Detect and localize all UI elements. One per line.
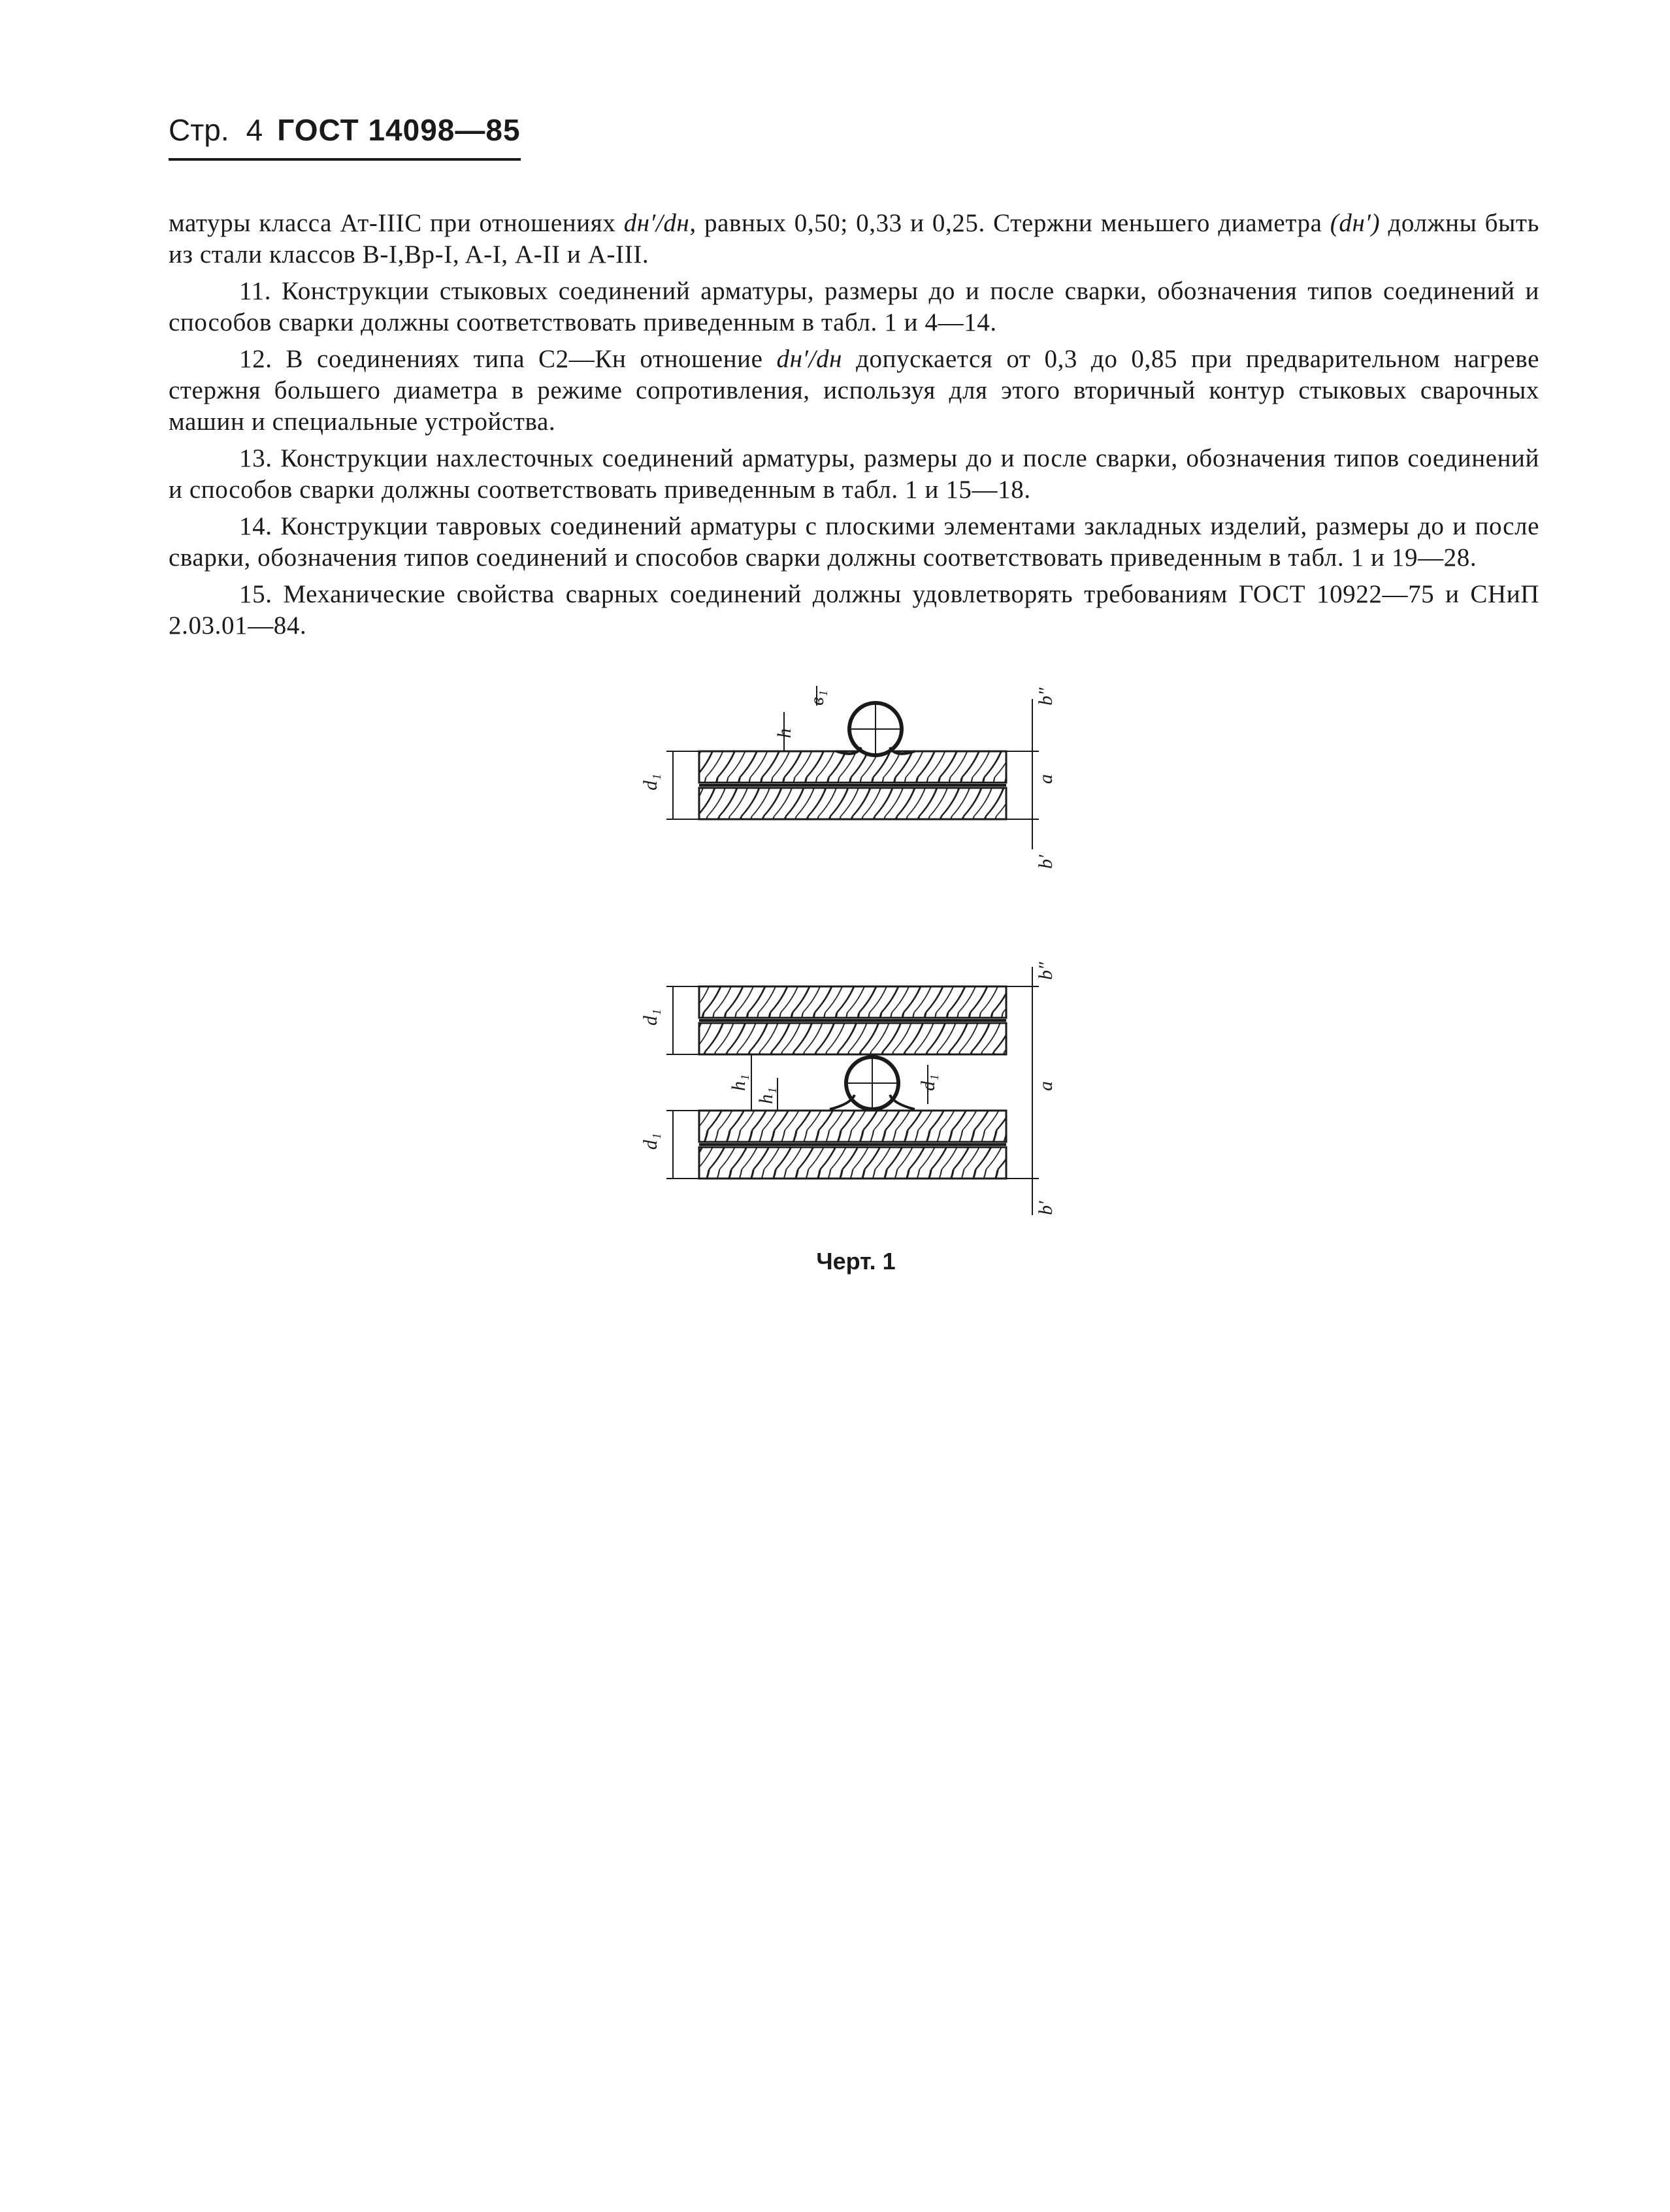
diameter-symbol: (dн′) <box>1330 209 1381 237</box>
upper-bar-bottom <box>699 1023 1006 1054</box>
label-h1-right: h₁ <box>755 1087 777 1104</box>
lower-bar-bottom <box>699 1147 1006 1179</box>
paragraph-13: 13. Конструкции нахлесточных соединений арматуры, размеры до и после сварки, обозначения типов соединений и способов сварки должны соответствовать приведенным в табл. 1 и 15—18. <box>169 444 1539 504</box>
label-b1-upper: в₁ <box>806 690 828 706</box>
bar-top-half <box>699 751 1006 783</box>
label-h-upper: h <box>774 728 795 738</box>
text-run: равных 0,50; 0,33 и 0,25. Стержни меньшего диаметра <box>704 209 1322 237</box>
label-d1-cross: d₁ <box>917 1074 939 1091</box>
label-h1-left: h₁ <box>728 1074 749 1091</box>
label-b-prime-upper: b′ <box>1035 854 1056 869</box>
paragraph-15: 15. Механические свойства сварных соединений должны удовлетворять требованиям ГОСТ 10922—75 и СНиП 2.03.01—84. <box>169 580 1539 640</box>
paragraph-12 <box>169 344 1539 438</box>
label-a-upper: a <box>1035 774 1056 784</box>
label-d1-lower-a: d₁ <box>640 1009 661 1026</box>
figure-caption: Черт. 1 <box>816 1248 896 1275</box>
label-a-lower: a <box>1035 1081 1056 1091</box>
text-run: 12. В соединениях типа С2—Кн отношение <box>239 345 763 373</box>
text-run: матуры класса Ат-IIIС при отношениях <box>169 209 616 237</box>
bar-bottom-half <box>699 788 1006 819</box>
paragraph-14: 14. Конструкции тавровых соединений арматуры с плоскими элементами закладных изделий, размеры до и после сварки, обозначения типов соединений и способов сварки должны соответствовать приведенным в табл. 1 и 19—28. <box>169 512 1539 572</box>
page-header <box>169 112 521 161</box>
label-b-prime-lower: b′ <box>1035 1201 1056 1215</box>
drawing-1 <box>621 660 1078 1235</box>
paragraph-continued <box>169 208 1539 270</box>
weld-drawing-svg <box>621 660 1078 1235</box>
document-body <box>169 208 1539 647</box>
page-number: 4 <box>246 113 263 147</box>
label-b-double-lower: b″ <box>1035 962 1056 980</box>
ratio-formula: dн′/dн, <box>623 209 696 237</box>
page-label: Стр. <box>169 113 229 147</box>
text-run: должны быть из стали классов В-I,Вр-I, A-I, А-II и А-III. <box>169 209 1539 268</box>
label-d1-upper: d₁ <box>640 773 661 790</box>
paragraph-11: 11. Конструкции стыковых соединений арматуры, размеры до и после сварки, обозначения типов соединений и способов сварки должны соответствовать приведенным в табл. 1 и 4—14. <box>169 277 1539 336</box>
label-b-double-upper: b″ <box>1035 687 1056 706</box>
text-run: допускается от 0,3 до 0,85 при предварительном нагреве стержня большего диаметра в режиме сопротивления, используя для этого вторичный контур стыковых сварочных машин и специальные устройства. <box>169 345 1539 436</box>
upper-bar-top <box>699 986 1006 1018</box>
upper-joint <box>640 686 1056 869</box>
ratio-formula: dн′/dн <box>776 345 843 373</box>
lower-joint <box>640 962 1056 1215</box>
standard-number: ГОСТ 14098—85 <box>277 113 521 147</box>
label-d1-lower-b: d₁ <box>640 1133 661 1150</box>
lower-bar-top <box>699 1111 1006 1142</box>
